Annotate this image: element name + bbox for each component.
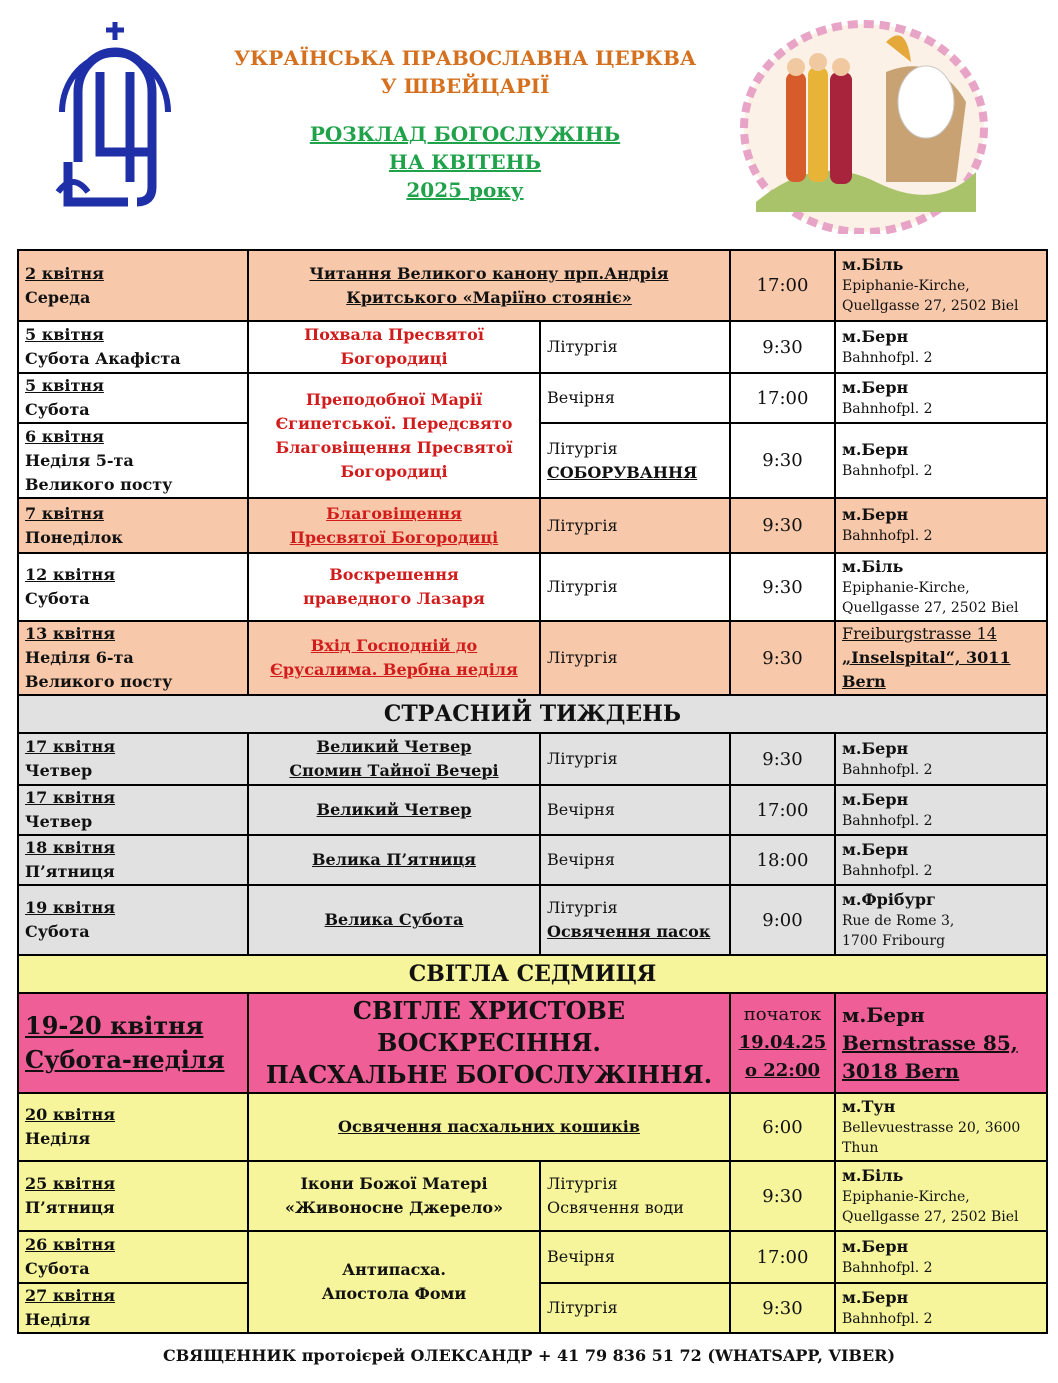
- time-cell: 9:30: [730, 1161, 835, 1231]
- feast-cell: Антипасха. Апостола Фоми: [248, 1231, 540, 1333]
- service-cell: Вечірня: [540, 785, 730, 835]
- service-cell: Вечірня: [540, 1231, 730, 1283]
- date-cell: 19-20 квітня Субота-неділя: [18, 993, 248, 1093]
- date-cell: 13 квітня Неділя 6-та Великого посту: [18, 621, 248, 695]
- time-cell: 9:00: [730, 885, 835, 955]
- service-cell: Літургія Освячення пасок: [540, 885, 730, 955]
- place-cell: м.Фрібург Rue de Rome 3, 1700 Fribourg: [835, 885, 1047, 955]
- time-cell: 9:30: [730, 498, 835, 553]
- service-cell: Літургія: [540, 1283, 730, 1333]
- service-cell: Літургія СОБОРУВАННЯ: [540, 423, 730, 498]
- feast-cell: Освячення пасхальних кошиків: [248, 1093, 730, 1161]
- schedule-table: [17, 249, 1048, 1334]
- feast-cell: Вхід Господній до Єрусалима. Вербна неділя: [248, 621, 540, 695]
- place-cell: м.Берн Bahnhofpl. 2: [835, 1231, 1047, 1283]
- service-cell: Літургія: [540, 733, 730, 785]
- date-cell: 25 квітня П’ятниця: [18, 1161, 248, 1231]
- church-logo: [48, 12, 182, 216]
- place-cell: м.Біль Epiphanie-Kirche, Quellgasse 27, 2502 Biel: [835, 1161, 1047, 1231]
- service-cell: Літургія Освячення води: [540, 1161, 730, 1231]
- date-cell: 20 квітня Неділя: [18, 1093, 248, 1161]
- service-cell: Літургія: [540, 553, 730, 621]
- table-row: [18, 1161, 1047, 1231]
- title-line2: НА КВІТЕНЬ: [388, 150, 542, 174]
- section-heading: СВІТЛА СЕДМИЦЯ: [18, 955, 1047, 993]
- table-row: [18, 498, 1047, 553]
- feast-cell: Велика П’ятниця: [248, 835, 540, 885]
- place-cell: м.Берн Bahnhofpl. 2: [835, 498, 1047, 553]
- place-cell: м.Берн Bahnhofpl. 2: [835, 835, 1047, 885]
- feast-cell: Ікони Божої Матері «Живоносне Джерело»: [248, 1161, 540, 1231]
- date-cell: 5 квітня Субота: [18, 373, 248, 423]
- feast-cell: Читання Великого канону прп.Андрія Критського «Маріїно стояніє»: [248, 250, 730, 321]
- date-cell: 7 квітня Понеділок: [18, 498, 248, 553]
- myrrhbearers-illustration: [736, 12, 992, 234]
- feast-cell: Велика Субота: [248, 885, 540, 955]
- date-cell: 17 квітня Четвер: [18, 785, 248, 835]
- time-cell: початок 19.04.25 о 22:00: [730, 993, 835, 1093]
- time-cell: 17:00: [730, 1231, 835, 1283]
- feast-cell: СВІТЛЕ ХРИСТОВЕ ВОСКРЕСІННЯ. ПАСХАЛЬНЕ БОГОСЛУЖІННЯ.: [248, 993, 730, 1093]
- date-cell: 19 квітня Субота: [18, 885, 248, 955]
- table-row: [18, 733, 1047, 785]
- service-cell: Вечірня: [540, 373, 730, 423]
- table-row: [18, 373, 1047, 423]
- table-row: [18, 553, 1047, 621]
- table-row: [18, 1231, 1047, 1283]
- time-cell: 9:30: [730, 553, 835, 621]
- feast-cell: Похвала Пресвятої Богородиці: [248, 321, 540, 373]
- feast-cell: Воскрешення праведного Лазаря: [248, 553, 540, 621]
- time-cell: 9:30: [730, 1283, 835, 1333]
- feast-cell: Преподобної Марії Єгипетської. Передсвято Благовіщення Пресвятої Богородиці: [248, 373, 540, 498]
- table-row: [18, 835, 1047, 885]
- time-cell: 6:00: [730, 1093, 835, 1161]
- table-row: [18, 1093, 1047, 1161]
- church-name-line1: УКРАЇНСЬКА ПРАВОСЛАВНА ЦЕРКВА: [233, 46, 697, 70]
- date-cell: 26 квітня Субота: [18, 1231, 248, 1283]
- table-row: [18, 321, 1047, 373]
- footer-contact: СВЯЩЕННИК протоієрей ОЛЕКСАНДР + 41 79 836 51 72 (WHATSAPP, VIBER): [162, 1346, 896, 1365]
- place-cell: м.Берн Bahnhofpl. 2: [835, 321, 1047, 373]
- service-cell: Літургія: [540, 621, 730, 695]
- church-name-line2: У ШВЕЙЦАРІЇ: [380, 74, 550, 98]
- time-cell: 18:00: [730, 835, 835, 885]
- place-cell: м.Біль Epiphanie-Kirche, Quellgasse 27, 2502 Biel: [835, 250, 1047, 321]
- time-cell: 17:00: [730, 250, 835, 321]
- title-line1: РОЗКЛАД БОГОСЛУЖІНЬ: [309, 122, 621, 146]
- section-row: [18, 695, 1047, 733]
- feast-cell: Благовіщення Пресвятої Богородиці: [248, 498, 540, 553]
- service-cell: Літургія: [540, 321, 730, 373]
- date-cell: 2 квітня Середа: [18, 250, 248, 321]
- service-cell: Вечірня: [540, 835, 730, 885]
- feast-cell: Великий Четвер Спомин Тайної Вечері: [248, 733, 540, 785]
- service-cell: Літургія: [540, 498, 730, 553]
- table-row: [18, 885, 1047, 955]
- table-row: [18, 621, 1047, 695]
- date-cell: 12 квітня Субота: [18, 553, 248, 621]
- time-cell: 9:30: [730, 621, 835, 695]
- place-cell: м.Берн Bahnhofpl. 2: [835, 733, 1047, 785]
- feast-cell: Великий Четвер: [248, 785, 540, 835]
- table-row: [18, 250, 1047, 321]
- time-cell: 17:00: [730, 373, 835, 423]
- place-cell: м.Біль Epiphanie-Kirche, Quellgasse 27, 2502 Biel: [835, 553, 1047, 621]
- time-cell: 9:30: [730, 423, 835, 498]
- section-row: [18, 955, 1047, 993]
- section-heading: СТРАСНИЙ ТИЖДЕНЬ: [18, 695, 1047, 733]
- time-cell: 9:30: [730, 733, 835, 785]
- time-cell: 17:00: [730, 785, 835, 835]
- place-cell: м.Берн Bahnhofpl. 2: [835, 423, 1047, 498]
- date-cell: 27 квітня Неділя: [18, 1283, 248, 1333]
- time-cell: 9:30: [730, 321, 835, 373]
- date-cell: 18 квітня П’ятниця: [18, 835, 248, 885]
- place-cell: м.Тун Bellevuestrasse 20, 3600 Thun: [835, 1093, 1047, 1161]
- place-cell: Freiburgstrasse 14 „Inselspital“, 3011 Bern: [835, 621, 1047, 695]
- date-cell: 6 квітня Неділя 5-та Великого посту: [18, 423, 248, 498]
- date-cell: 17 квітня Четвер: [18, 733, 248, 785]
- place-cell: м.Берн Bernstrasse 85, 3018 Bern: [835, 993, 1047, 1093]
- place-cell: м.Берн Bahnhofpl. 2: [835, 785, 1047, 835]
- table-row: [18, 993, 1047, 1093]
- place-cell: м.Берн Bahnhofpl. 2: [835, 373, 1047, 423]
- title-line3: 2025 року: [406, 178, 524, 202]
- table-row: [18, 785, 1047, 835]
- place-cell: м.Берн Bahnhofpl. 2: [835, 1283, 1047, 1333]
- date-cell: 5 квітня Субота Акафіста: [18, 321, 248, 373]
